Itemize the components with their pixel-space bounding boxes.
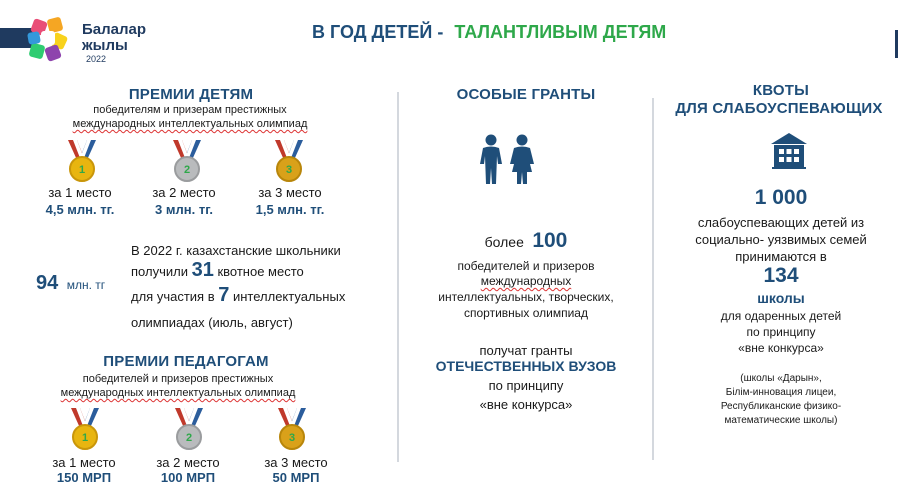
- quotas-note-3: Республиканские физико-: [720, 401, 842, 412]
- silver-medal-icon: [172, 408, 206, 452]
- teacher-amount-2: 100 МРП: [160, 470, 216, 485]
- svg-text:3: 3: [288, 432, 296, 444]
- teacher-place-3: за 3 место: [264, 455, 328, 470]
- grants-contest: «вне конкурса»: [479, 397, 573, 412]
- logo-flower-icon: [26, 16, 70, 62]
- grants-more-word: более: [484, 234, 524, 250]
- quotas-note-2: Білім-инновация лицеи,: [725, 387, 837, 398]
- total-unit: млн. тг: [66, 278, 106, 292]
- grants-more-number: 100: [532, 229, 568, 252]
- title-part1: В ГОД ДЕТЕЙ -: [312, 22, 444, 42]
- divider-right: [652, 98, 654, 460]
- quotas-line-6: «вне конкурса»: [738, 341, 824, 355]
- grants-desc-3: интеллектуальных, творческих,: [438, 290, 614, 304]
- svg-text:2: 2: [183, 164, 191, 176]
- kids-subtitle-2: международных интеллектуальных олимпиад: [72, 118, 308, 130]
- stat-olympiad-label: интеллектуальных: [232, 289, 346, 304]
- teacher-amount-1: 150 МРП: [56, 470, 112, 485]
- logo-year: 2022: [86, 54, 107, 64]
- svg-text:1: 1: [81, 432, 89, 444]
- quotas-line-2: социально- уязвимых семей: [695, 232, 867, 247]
- quotas-line-4: для одаренных детей: [720, 309, 842, 323]
- quotas-line-3: принимаются в: [735, 249, 827, 264]
- svg-text:3: 3: [285, 164, 293, 176]
- svg-text:1: 1: [78, 164, 86, 176]
- logo: [0, 0, 170, 70]
- school-building-icon: [770, 132, 808, 170]
- quotas-line-1: слабоуспевающих детей из: [697, 215, 865, 230]
- teachers-subtitle-2: международных интеллектуальных олимпиад: [60, 387, 296, 399]
- stat-quota-label: квотное место: [217, 264, 304, 279]
- total-prize: [36, 272, 105, 295]
- quotas-heading-2: ДЛЯ СЛАБОУСПЕВАЮЩИХ: [675, 100, 883, 117]
- kid-amount-1: 4,5 млн. тг.: [45, 202, 115, 217]
- logo-text-1: Балалар: [82, 21, 147, 38]
- gold-medal-icon: [65, 140, 99, 184]
- kid-amount-3: 1,5 млн. тг.: [255, 202, 325, 217]
- children-icon: [474, 134, 540, 186]
- silver-medal-icon: [170, 140, 204, 184]
- grants-desc-1: победителей и призеров: [457, 259, 595, 273]
- quotas-line-5: по принципу: [746, 325, 816, 339]
- teachers-heading: ПРЕМИИ ПЕДАГОГАМ: [103, 353, 269, 370]
- bronze-medal-icon: [275, 408, 309, 452]
- teacher-amount-3: 50 МРП: [272, 470, 320, 485]
- kid-place-1: за 1 место: [48, 185, 112, 200]
- stat-line-2: [131, 259, 304, 281]
- kid-place-2: за 2 место: [152, 185, 216, 200]
- quotas-heading-1: КВОТЫ: [752, 82, 810, 99]
- quotas-schools-number: 134: [763, 264, 799, 287]
- kids-heading: ПРЕМИИ ДЕТЯМ: [128, 86, 254, 103]
- quotas-note-4: математические школы): [724, 415, 838, 426]
- total-value: 94: [36, 272, 59, 294]
- grants-desc-2: международных: [480, 274, 572, 288]
- stat-for: для участия в: [131, 289, 215, 304]
- grants-principle: по принципу: [488, 378, 564, 393]
- quotas-schools-word: школы: [757, 290, 805, 306]
- grants-vuz-line: ОТЕЧЕСТВЕННЫХ ВУЗОВ: [435, 358, 617, 374]
- stat-line-4: олимпиадах (июль, август): [131, 315, 293, 330]
- grants-get-line: получат гранты: [479, 343, 573, 358]
- grants-heading: ОСОБЫЕ ГРАНТЫ: [456, 86, 596, 103]
- kids-subtitle-1: победителям и призерам престижных: [93, 104, 287, 116]
- stat-quota-number: 31: [191, 259, 214, 281]
- quotas-number: 1 000: [754, 186, 808, 209]
- teachers-subtitle-1: победителей и призеров престижных: [82, 373, 274, 385]
- stat-line-1: В 2022 г. казахстанские школьники: [131, 243, 341, 258]
- kid-place-3: за 3 место: [258, 185, 322, 200]
- stat-line-3: [131, 284, 346, 306]
- bronze-medal-icon: [272, 140, 306, 184]
- teacher-place-1: за 1 место: [52, 455, 116, 470]
- quotas-note-1: (школы «Дарын»,: [740, 373, 822, 384]
- gold-medal-icon: [68, 408, 102, 452]
- stat-olympiad-number: 7: [218, 284, 230, 306]
- page-title: [312, 22, 666, 43]
- kid-amount-2: 3 млн. тг.: [155, 202, 213, 217]
- teacher-place-2: за 2 место: [156, 455, 220, 470]
- logo-text-2: жылы: [82, 37, 128, 54]
- grants-more: [412, 229, 640, 253]
- divider-left: [397, 92, 399, 462]
- grants-desc-4: спортивных олимпиад: [464, 306, 588, 320]
- title-part2: ТАЛАНТЛИВЫМ ДЕТЯМ: [454, 22, 667, 42]
- stat-received: получили: [131, 264, 188, 279]
- svg-text:2: 2: [185, 432, 193, 444]
